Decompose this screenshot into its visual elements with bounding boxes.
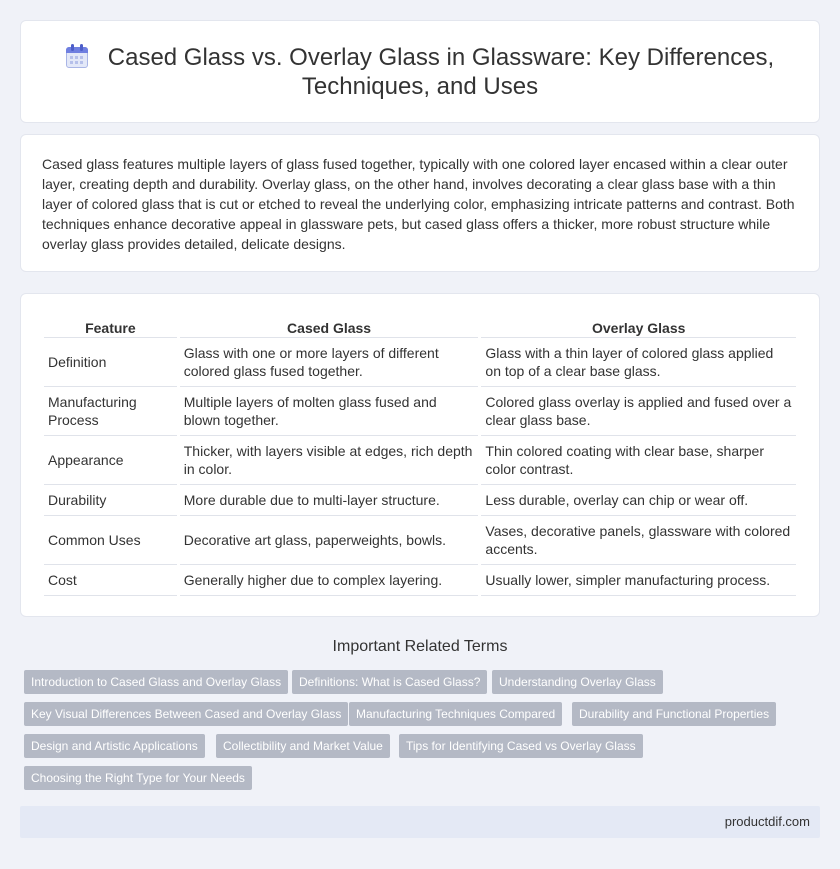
table-row <box>44 485 796 516</box>
footer-site-name: productdif.com <box>724 814 810 829</box>
table-row <box>44 387 796 436</box>
related-terms-heading: Important Related Terms <box>332 638 508 655</box>
row-overlay-value: Thin colored coating with clear base, sharper color contrast. <box>481 436 796 485</box>
row-overlay-value: Glass with a thin layer of colored glass applied on top of a clear base glass. <box>481 338 796 387</box>
row-cased-value: Glass with one or more layers of different colored glass fused together. <box>180 338 479 387</box>
row-feature: Durability <box>44 485 177 516</box>
row-cased-value: Thicker, with layers visible at edges, rich depth in color. <box>180 436 479 485</box>
row-overlay-value: Usually lower, simpler manufacturing process. <box>481 565 796 596</box>
table-row <box>44 516 796 565</box>
comparison-table-card <box>20 293 820 617</box>
comparison-table <box>41 316 799 596</box>
page-title <box>21 43 819 101</box>
table-header-row <box>44 316 796 338</box>
title-line-2: Techniques, and Uses <box>301 73 539 100</box>
related-term-tag[interactable]: Definitions: What is Cased Glass? <box>292 670 487 694</box>
related-term-tag[interactable]: Tips for Identifying Cased vs Overlay Glass <box>399 734 643 758</box>
row-cased-value: Multiple layers of molten glass fused and blown together. <box>180 387 479 436</box>
column-header-feature: Feature <box>44 316 177 338</box>
related-term-tag[interactable]: Key Visual Differences Between Cased and Overlay Glass <box>24 702 348 726</box>
title-line-1: Cased Glass vs. Overlay Glass in Glassware: Key Differences, <box>107 44 775 71</box>
document-list-icon <box>66 44 88 68</box>
row-cased-value: More durable due to multi-layer structure. <box>180 485 479 516</box>
related-term-tag[interactable]: Durability and Functional Properties <box>572 702 776 726</box>
row-overlay-value: Vases, decorative panels, glassware with colored accents. <box>481 516 796 565</box>
column-header-overlay: Overlay Glass <box>481 316 796 338</box>
related-term-tag[interactable]: Manufacturing Techniques Compared <box>349 702 562 726</box>
row-feature: Manufacturing Process <box>44 387 177 436</box>
table-row <box>44 436 796 485</box>
row-cased-value: Decorative art glass, paperweights, bowls. <box>180 516 479 565</box>
header-card <box>20 20 820 123</box>
related-term-tag[interactable]: Understanding Overlay Glass <box>492 670 663 694</box>
related-term-tag[interactable]: Choosing the Right Type for Your Needs <box>24 766 252 790</box>
table-row <box>44 338 796 387</box>
row-cased-value: Generally higher due to complex layering. <box>180 565 479 596</box>
footer-bar <box>20 806 820 838</box>
column-header-cased: Cased Glass <box>180 316 479 338</box>
related-term-tag[interactable]: Collectibility and Market Value <box>216 734 390 758</box>
related-term-tag[interactable]: Introduction to Cased Glass and Overlay Glass <box>24 670 288 694</box>
row-feature: Cost <box>44 565 177 596</box>
row-feature: Definition <box>44 338 177 387</box>
row-feature: Appearance <box>44 436 177 485</box>
intro-card <box>20 134 820 272</box>
row-feature: Common Uses <box>44 516 177 565</box>
row-overlay-value: Colored glass overlay is applied and fused over a clear glass base. <box>481 387 796 436</box>
related-term-tag[interactable]: Design and Artistic Applications <box>24 734 205 758</box>
table-row <box>44 565 796 596</box>
row-overlay-value: Less durable, overlay can chip or wear off. <box>481 485 796 516</box>
intro-paragraph: Cased glass features multiple layers of glass fused together, typically with one colored layer encased within a clear outer layer, creating depth and durability. Overlay glass, on the other hand, involves decorating a clear glass base with a thin layer of colored glass that is cut or etched to reveal the underlying color, emphasizing intricate patterns and contrast. Both techniques enhance decorative appeal in glassware pets, but cased glass offers a thicker, more robust structure while overlay glass provides detailed, delicate designs. <box>42 156 795 252</box>
